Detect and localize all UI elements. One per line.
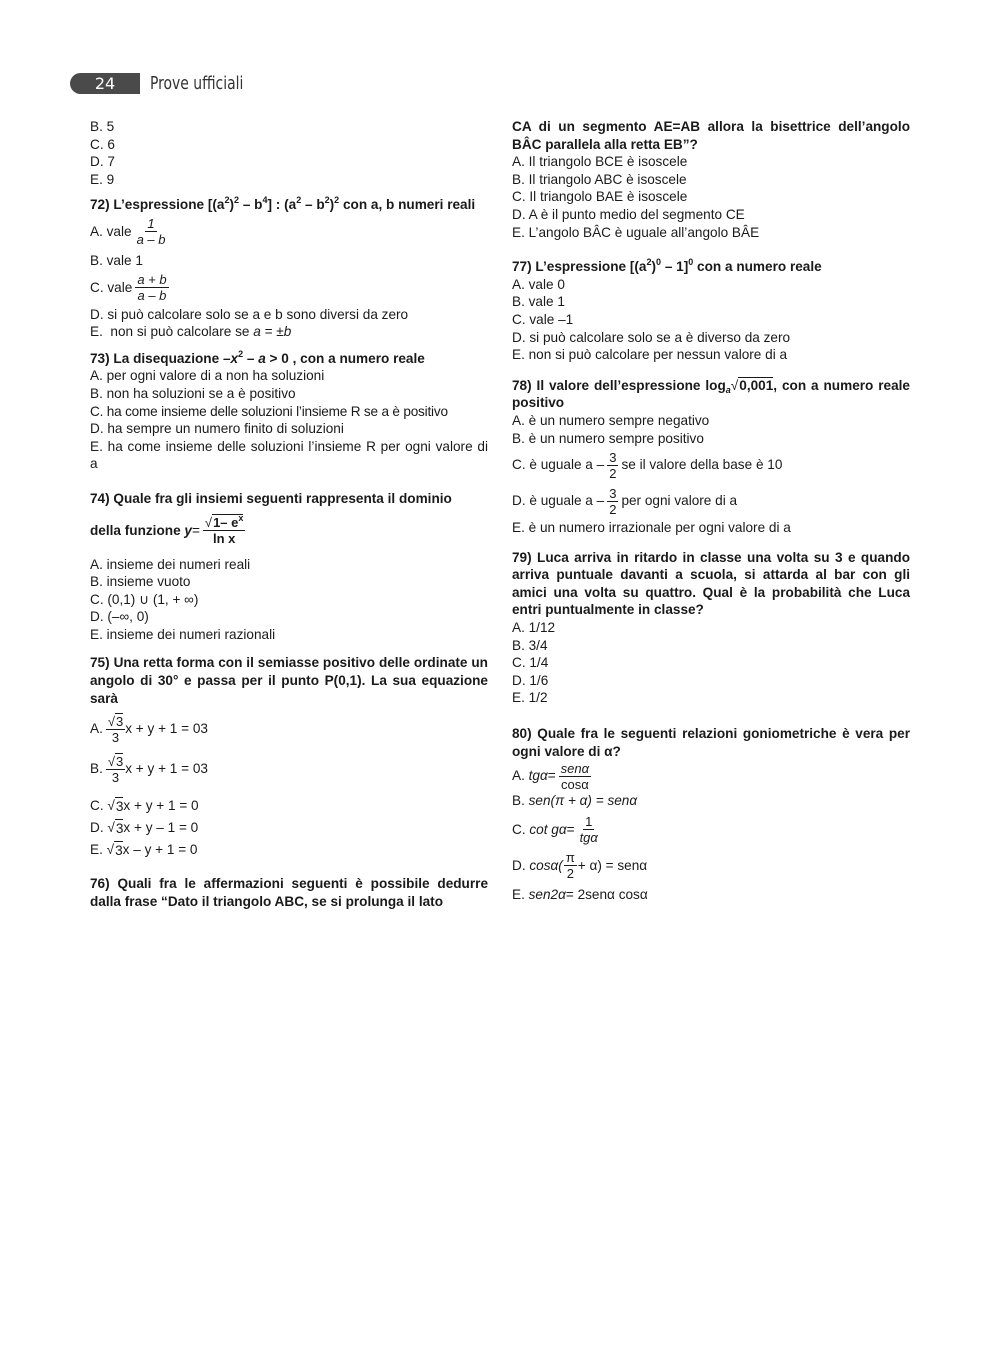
option: D. √ 3 x + y – 1 = 0 [90,820,199,836]
fraction: $\frac{3}{2}$ [609,449,617,481]
fraction: $\frac{1}{a - b}$ [136,216,166,248]
page-header [70,72,259,94]
option: B. 3/4 [512,637,548,653]
option: E. non si può calcolare se a = ±b [90,324,292,340]
option: D. è uguale a – $\frac{3}{2}$ per ogni valore di a [512,485,738,517]
fraction: $\frac{√1- e^x}{\text{ln x}}$ [204,513,244,546]
section-title: Prove ufficiali [150,72,244,94]
option: E. 1/2 [512,690,548,706]
option: D. ha sempre un numero finito di soluzioni [90,421,344,437]
option: C. è uguale a – $\frac{3}{2}$ se il valore della base è 10 [512,449,783,481]
q71-options [90,118,488,188]
option: B. non ha soluzioni se a è positivo [90,385,296,401]
fraction: $\frac{√3}{3}$ [107,753,124,785]
page-number: 24 [70,73,140,94]
option: C. √ 3 x + y + 1 = 0 [90,798,199,814]
option: E. 9 [90,171,115,187]
question-78: 78) Il valore dell’espressione $\log_a√0,001$, con a numero reale positivo [512,377,910,411]
option: D. 7 [90,154,115,170]
option: E. √ 3 x – y + 1 = 0 [90,842,198,858]
option: E. insieme dei numeri razionali [90,626,276,642]
option: A. vale $\frac{1}{a - b}$ [90,216,166,248]
fraction: $\frac{\pi}{2}$ [565,850,575,882]
option: C. cot gα = $\frac{1}{\text{tgα}}$ [512,814,598,846]
option: B. vale 1 [90,252,143,268]
fraction: $\frac{\text{senα}}{\cos\alpha}$ [560,760,590,792]
option: B. insieme vuoto [90,574,191,590]
option: A. $\frac{√3}{3}$ x + y + 1 = 03 [90,713,208,745]
option: B. $\frac{√3}{3}$ x + y + 1 = 03 [90,753,208,785]
option: A. insieme dei numeri reali [90,556,251,572]
option: C. Il triangolo BAE è isoscele [512,189,688,205]
option: C. vale $\frac{a + b}{a - b}$ [90,272,167,304]
question-77: 77) L’espressione $[(a^2)^0 - 1]^0$ con a numero reale [512,257,822,275]
option: C. 6 [90,136,115,152]
question-72: 72) L’espressione $[(a^2)^2 - b^4]$ : $(a^2 - b^2)^2$ con a, b numeri reali [90,195,476,213]
option: B. è un numero sempre positivo [512,430,704,446]
option: D. cosα( $\frac{\pi}{2}$ + α) = senα [512,850,648,882]
question-80: 80) Quale fra le seguenti relazioni goniometriche è vera per ogni valore di α? [512,726,910,759]
question-75: 75) Una retta forma con il semiasse positivo delle ordinate un angolo di 30° e passa per il punto P(0,1). La sua equazione sarà [90,655,488,706]
option: E. L’angolo BÂC è uguale all’angolo BÂE [512,224,760,240]
option: D. si può calcolare solo se a è diverso da zero [512,329,791,345]
right-column [512,118,910,903]
option: E. non si può calcolare per nessun valore di a [512,347,788,363]
option: D. 1/6 [512,672,549,688]
option: C. (0,1) ∪ (1, + ∞) [90,591,199,607]
fraction: $\frac{1}{\text{tgα}}$ [579,814,598,846]
question-76: 76) Quali fra le affermazioni seguenti è possibile dedurre dalla frase “Dato il triangolo ABC, se si prolunga il lato [90,876,488,909]
option: B. sen(π + α) = senα [512,793,638,809]
option: A. Il triangolo BCE è isoscele [512,154,688,170]
option: B. 5 [90,119,115,134]
option: C. vale –1 [512,311,574,327]
option: E. sen2α = 2senα cosα [512,886,648,902]
fraction: $\frac{a + b}{a - b}$ [137,272,167,304]
question-76-continued: CA di un segmento AE=AB allora la bisettrice dell’angolo BÂC parallela alla retta EB”? [512,119,910,152]
option: C. ha come insieme delle soluzioni l’insieme R se a è positivo [90,403,448,419]
option: D. A è il punto medio del segmento CE [512,206,745,222]
option: B. Il triangolo ABC è isoscele [512,171,687,187]
question-79: 79) Luca arriva in ritardo in classe una volta su 3 e quando arriva puntuale davanti a scuola, si attarda al bar con gli amici una volta su quattro. Qual è la probabilità che Luca entri puntualmente in classe? [512,549,910,618]
question-74: 74) Quale fra gli insiemi seguenti rappresenta il dominio della funzione y = $\frac{√1- e^x}{\text{ln x}}$ [90,490,452,546]
fraction: $\frac{3}{2}$ [609,485,617,517]
option: E. ha come insieme delle soluzioni l’insieme R per ogni valore di a [90,438,488,472]
option: D. (–∞, 0) [90,609,149,625]
option: B. vale 1 [512,294,565,310]
fraction: $\frac{√3}{3}$ [107,713,124,745]
left-column [90,118,488,910]
question-73: 73) La disequazione $-x^2 - a > 0$ , con a numero reale [90,348,425,366]
option: A. è un numero sempre negativo [512,412,710,428]
option: E. è un numero irrazionale per ogni valore di a [512,520,791,536]
option: A. tgα = $\frac{\text{senα}}{\cos\alpha}$ [512,760,590,792]
option: D. si può calcolare solo se a e b sono diversi da zero [90,306,409,322]
option: A. 1/12 [512,620,556,636]
option: A. vale 0 [512,276,565,292]
option: A. per ogni valore di a non ha soluzioni [90,368,325,384]
option: C. 1/4 [512,655,549,671]
